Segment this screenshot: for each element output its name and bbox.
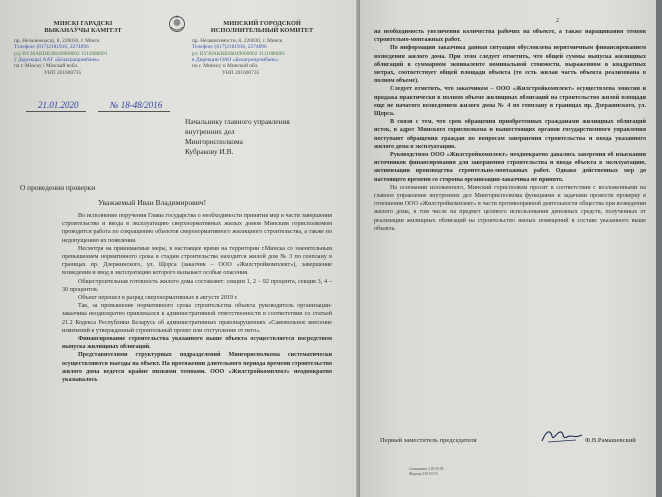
page-number: 2	[556, 18, 559, 24]
page-2-paragraph: На основании изложенного, Минский горисполком просит в соответствии с возложенными на главное управление внутренних дел Мингорисполкома функциями и задачами провести проверку в отношении ООО «Жилстройкомплект» в части противоправной деятельности общества при возведении жилого дома, в том числе на предмет целевого использования денежных средств, полученных от реализации жилищных облигаций на строительство жилых помещений в составе указанного выше объекта.	[374, 184, 646, 232]
header-left-unp: УНП 201000735	[44, 69, 82, 76]
page-2-paragraph: Следует отметить, что заказчиком – ООО «Жилстройкомплект» осуществлена эмиссия и продажа практически в полном объеме жилищных облигаций на строительство жилой площади еще не начатого возведением жилого дома № 4 по генплану в границах пр. Дзержинского, ул. Щорса.	[374, 86, 646, 118]
header-right-account: р/с BY38AKBB36049000002 1111080001	[192, 50, 286, 57]
header-right-org-line-1: МИНСКИЙ ГОРОДСКОЙ	[223, 20, 301, 27]
addressee-line-3: Мингорисполкома	[185, 137, 243, 146]
page-1-paragraph: Во исполнение поручения Главы государства о необходимости принятия мер в части завершения строительства и ввода в эксплуатацию сверхнормативных жилых домов Минским горисполкомом проводится работа по сокращению объектов сверхнормативного жилищного строительства, а также по недопущению их появления.	[62, 213, 332, 244]
page-2-paragraph: В связи с тем, что срок обращения приобретенных гражданами жилищных облигаций истек, в адрес Минского горисполкома и вышестоящих органов государственного управления поступают обращения граждан по вопросам завершения строительства и ввода указанного жилого дома в эксплуатацию.	[374, 119, 646, 150]
header-right-address: пр. Независимости, 8, 220030, г. Минск	[192, 37, 283, 44]
header-right-unp: УНП 201000735	[222, 69, 260, 76]
header-right-bank-region: по г. Минску и Минской обл.	[192, 63, 259, 70]
header-left-phone: Тэлефон: (017)2181916, 2274896	[14, 44, 89, 51]
state-emblem-icon	[168, 14, 186, 34]
addressee-line-2: внутренних дел	[185, 127, 235, 136]
header-left-org-line-2: ВЫКАНАЎЧЫ КАМІТЭТ	[44, 27, 122, 35]
letter-subject: О проведении проверки	[20, 183, 96, 192]
header-left-bank: ў Дырэкцыі ААТ «Белаграпрамбанк»	[14, 57, 100, 64]
handwritten-signature-icon	[540, 427, 584, 445]
header-left-org-line-1: МІНСКІ ГАРАДСКІ	[53, 20, 113, 27]
header-right-org-line-2: ИСПОЛНИТЕЛЬНЫЙ КОМИТЕТ	[210, 27, 314, 35]
page-1-paragraph: Общестроительная готовность жилого дома составляет: секции 1, 2 – 92 процента, секция 3, 4 – 30 процентов.	[62, 278, 332, 293]
footer-block	[409, 467, 443, 477]
page-1-paragraph: Объект перешел в разряд сверхнормативных в августе 2019 г.	[78, 295, 238, 302]
header-left-account: р/р BY38AKBB36049000002 1111080001	[14, 50, 108, 57]
page-1-paragraph: Несмотря на принимаемые меры, в настоящее время на территории г.Минска со значительным превышением нормативного срока в стадии строительства находится жилой дом № 3 по генплану в границах пр. Дзержинского, ул. Щорса (заказчик – ООО «Жилстройкомплект»), завершение возведения и ввод в эксплуатацию которого вызывает особые опасения.	[62, 245, 332, 277]
page-1-paragraph: Финансирование строительства указанного выше объекта осуществляется посредством выпуска жилищных облигаций.	[62, 336, 332, 351]
footer-line-2: Жорова 218 03 53	[409, 472, 438, 476]
signer-title: Первый заместитель председателя	[380, 437, 477, 444]
page-1-paragraph: Так, за превышение нормативного срока строительства объекта руководитель организации-заказчика неоднократно привлекался к административной ответственности в соответствии со статьей 21.2 Кодекса Республики Беларусь об административных правонарушениях «Самовольное внесение изменений в утвержденный строительный проект или отступление от него».	[62, 303, 332, 334]
page-1-body	[62, 212, 332, 492]
page-1-paragraph: Представителями структурных подразделений Мингорисполкома систематически осуществляются выезды на объект. На протяжении длительного периода времени строительство жилого дома ведется крайне низкими темпами. ООО «Жилстройкомплект» неоднократно указывалось	[62, 352, 332, 384]
header-left-address: пр. Незалежнасці, 8, 220030, г. Мінск	[14, 37, 100, 44]
addressee-block	[185, 117, 290, 157]
number-underline	[98, 111, 170, 112]
page-2-body	[374, 28, 646, 428]
letter-number: № 18-48/2016	[110, 100, 163, 110]
header-right-phone: Телефон: (017)2181916, 2274896	[192, 44, 267, 51]
addressee-line-4: Кубракову И.В.	[185, 147, 234, 156]
background-edge	[656, 0, 662, 497]
page-2-paragraph: на необходимость увеличения количества рабочих на объекте, а также наращивания темпов строительно-монтажных работ.	[374, 29, 646, 44]
header-left-block	[14, 20, 152, 76]
page-2-paragraph: Руководством ООО «Жилстройкомплект» неоднократно давались заверения об изыскании источников финансирования для завершения строительства и ввода объекта в эксплуатацию, активизации производства строительно-монтажных работ. Однако действенных мер до настоящего времени со стороны организации-заказчика не принято.	[374, 152, 646, 183]
header-left-bank-region: па г. Мінску і Мінскай вобл.	[14, 63, 79, 70]
header-right-block	[192, 20, 332, 76]
letter-page-2	[360, 0, 656, 497]
date-underline	[26, 111, 86, 112]
letter-date: 21.01.2020	[38, 100, 79, 110]
letter-salutation: Уважаемый Иван Владимирович!	[98, 198, 207, 207]
header-right-bank: в Дирекции ОАО «Белагропромбанк»	[192, 57, 279, 64]
page-2-paragraph: По информации заказчика данная ситуация обусловлена неритмичным финансированием возведения жилого дома. При этом следует отметить, что общей суммы выпуска жилищных облигаций в суммарном эквиваленте номинальной стоимости, выраженном в квадратных метрах, соответствует общей площади объекта (то есть жилая часть объекта реализована в полном объеме).	[374, 45, 646, 85]
signer-name: Ф.В.Рамашевский	[585, 437, 636, 444]
footer-line-1: Симанович 218 03 00	[409, 467, 444, 471]
addressee-line-1: Начальнику главного управления	[185, 117, 290, 126]
